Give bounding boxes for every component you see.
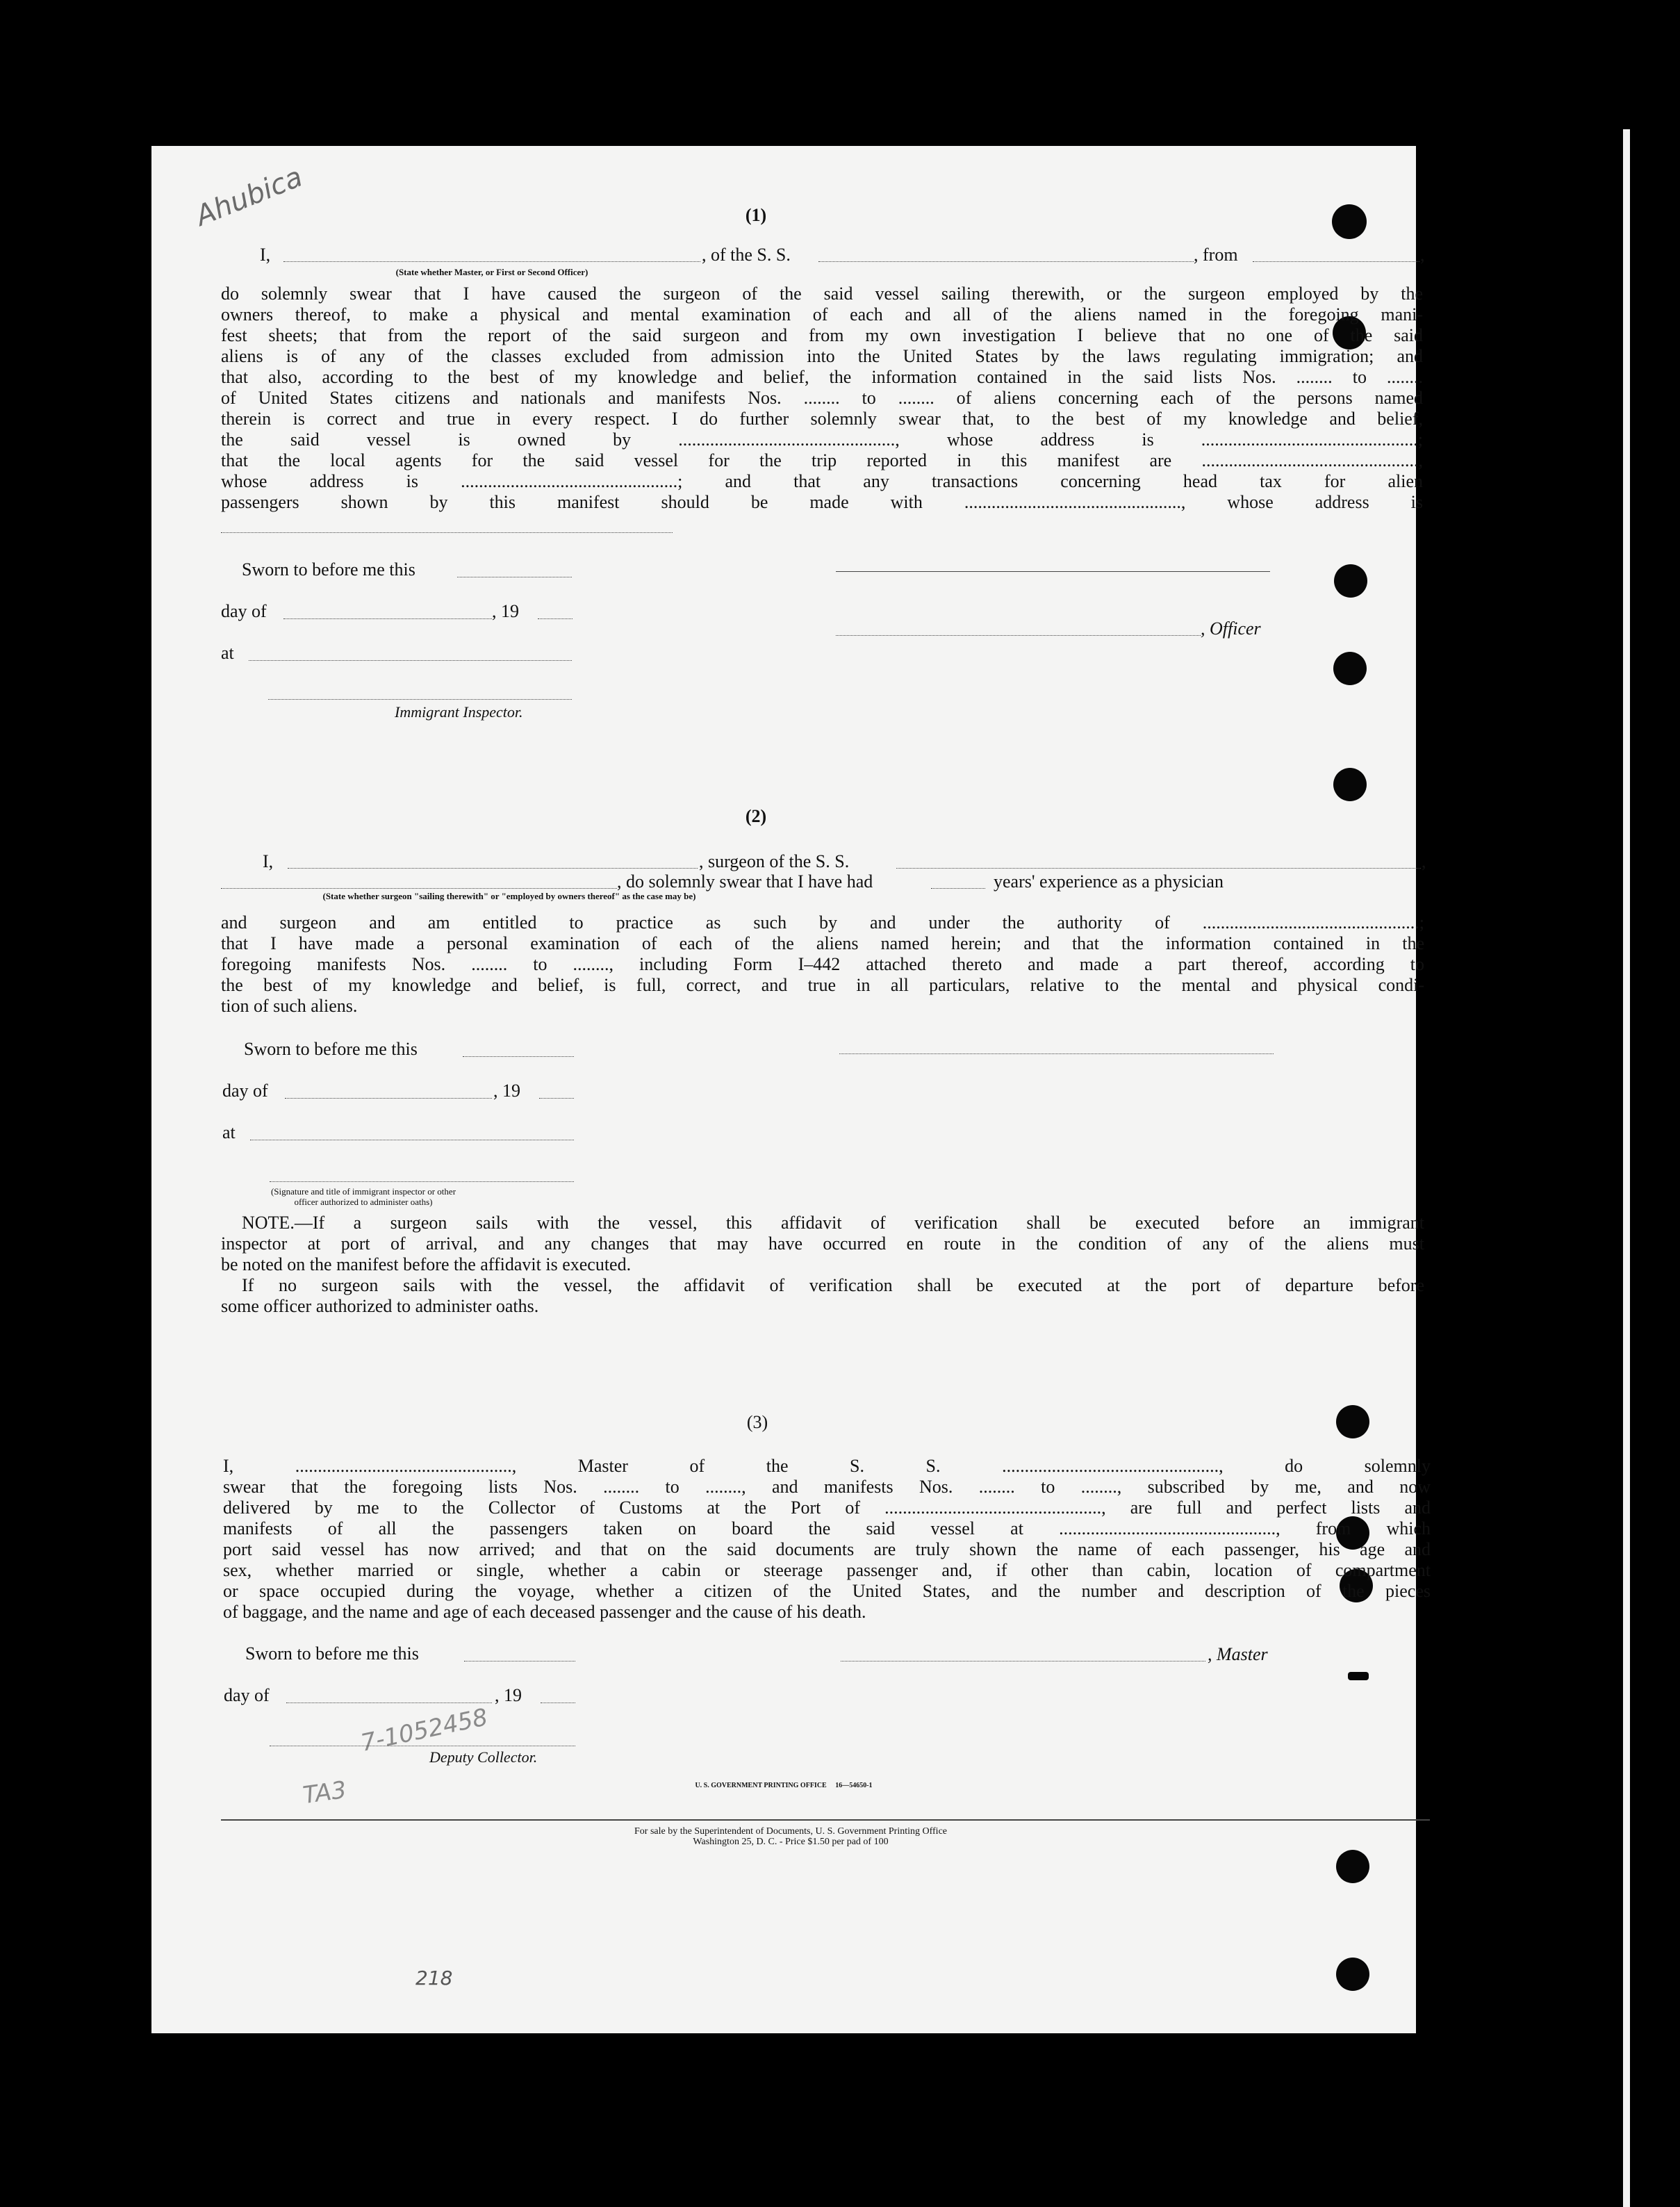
- paragraph-line: NOTE.—If a surgeon sails with the vessel, this affidavit of verification shall be executed before an immigrant: [242, 1213, 1424, 1233]
- affidavit-paragraph: [221, 912, 1424, 1017]
- text: years' experience as a physician: [994, 871, 1224, 892]
- paragraph-line: manifests of all the passengers taken on board the said vessel at ................................................, from which: [223, 1518, 1431, 1539]
- field-year-line: [538, 618, 573, 619]
- field-year-line: [539, 1098, 574, 1099]
- paragraph-line: of baggage, and the name and age of each deceased passenger and the cause of his death.: [223, 1602, 866, 1622]
- punch-hole: [1333, 768, 1367, 801]
- paragraph-line: do solemnly swear that I have caused the surgeon of the said vessel sailing therewith, or the surgeon employed by the: [221, 284, 1423, 304]
- sworn-label: Sworn to before me this: [242, 559, 415, 580]
- paragraph-line: be noted on the manifest before the affidavit is executed.: [221, 1254, 632, 1274]
- field-vessel-line: [896, 868, 1421, 869]
- day-label: day of: [221, 601, 267, 621]
- signature-note: (Signature and title of immigrant inspector or other officer authorized to administer oaths): [270, 1186, 456, 1207]
- affidavit-paragraph: [221, 284, 1423, 513]
- text: , do solemnly swear that I have had: [617, 871, 873, 892]
- field-address-line: [221, 532, 673, 533]
- paragraph-line: fest sheets; that from the report of the said surgeon and from my own investigation I believe that no one of the said: [221, 325, 1423, 345]
- field-surgeon-line: [221, 888, 617, 889]
- officer-signature-line: [836, 635, 1201, 636]
- inspector-label: Immigrant Inspector.: [395, 703, 523, 721]
- note-paragraph: [221, 1213, 1424, 1317]
- text: ,: [1420, 245, 1425, 265]
- at-label: at: [221, 643, 234, 663]
- sale-note: For sale by the Superintendent of Documents, U. S. Government Printing Office: [634, 1826, 947, 1837]
- field-name-line: [288, 868, 698, 869]
- paragraph-line: inspector at port of arrival, and any changes that may have occurred en route in the condition of any of the aliens must: [221, 1233, 1424, 1254]
- paragraph-line: or space occupied during the voyage, whether a citizen of the United States, and the number and description of the pieces: [223, 1581, 1431, 1601]
- paragraph-line: that the local agents for the said vessel for the trip reported in this manifest are ................................................,: [221, 450, 1423, 470]
- paragraph-line: therein is correct and true in every respect. I do further solemnly swear that, to the best of my knowledge and belief,: [221, 409, 1423, 429]
- punch-hole: [1333, 652, 1367, 685]
- field-name-line: [283, 261, 700, 262]
- signature-line: [836, 571, 1270, 572]
- paragraph-line: the best of my knowledge and belief, is full, correct, and true in all particulars, relative to the mental and physical condi-: [221, 975, 1424, 995]
- field-note: (State whether Master, or First or Second Officer): [395, 267, 588, 277]
- punch-hole: [1348, 1672, 1369, 1680]
- text: I,: [260, 245, 271, 265]
- year-label: , 19: [493, 1081, 520, 1101]
- paragraph-line: whose address is ................................................; and that any transactions concerning head tax for alien: [221, 471, 1423, 491]
- text: , from: [1194, 245, 1238, 265]
- field-years-line: [931, 888, 985, 889]
- paragraph-line: that also, according to the best of my knowledge and belief, the information contained in the said lists Nos. ........ to ........: [221, 367, 1423, 387]
- text: ,: [1422, 851, 1426, 871]
- punch-hole: [1332, 204, 1367, 239]
- collector-label: Deputy Collector.: [429, 1748, 538, 1766]
- paragraph-line: the said vessel is owned by ................................................, whose address is ................................................;: [221, 429, 1423, 450]
- punch-hole: [1334, 564, 1367, 598]
- paragraph-line: of United States citizens and nationals and manifests Nos. ........ to ........ of aliens concerning each of the persons named: [221, 388, 1423, 408]
- field-from-line: [1253, 261, 1419, 262]
- field-note: (State whether surgeon "sailing therewith" or "employed by owners thereof" as the case may be): [322, 891, 696, 901]
- paragraph-line: port said vessel has now arrived; and that on the said documents are truly shown the name of each passenger, his age and: [223, 1539, 1431, 1559]
- footer-rule: [221, 1819, 1430, 1821]
- text: , surgeon of the S. S.: [699, 851, 850, 871]
- paragraph-line: If no surgeon sails with the vessel, the affidavit of verification shall be executed at the port of departure before: [242, 1275, 1424, 1295]
- sale-note: Washington 25, D. C. - Price $1.50 per pad of 100: [693, 1837, 889, 1847]
- inspector-signature-line: [268, 699, 572, 700]
- handwritten-note: 218: [415, 1967, 453, 1989]
- day-label: day of: [222, 1081, 268, 1101]
- section-number: (2): [745, 806, 767, 826]
- field-day-line: [283, 618, 492, 619]
- paragraph-line: some officer authorized to administer oaths.: [221, 1296, 539, 1316]
- sworn-label: Sworn to before me this: [244, 1039, 418, 1059]
- field-at-line: [249, 660, 572, 661]
- handwritten-note: 7-1052458: [358, 1703, 491, 1757]
- handwritten-note: TA3: [301, 1775, 349, 1810]
- affidavit-paragraph: [223, 1456, 1431, 1623]
- text: , of the S. S.: [702, 245, 791, 265]
- section-number: (1): [745, 205, 767, 225]
- paragraph-line: tion of such aliens.: [221, 996, 358, 1016]
- paragraph-line: owners thereof, to make a physical and mental examination of each and all of the aliens named in the foregoing mani-: [221, 304, 1423, 325]
- paragraph-line: sex, whether married or single, whether a cabin or steerage passenger and, if other than cabin, location of compartment: [223, 1560, 1431, 1580]
- manifest-page: [151, 146, 1431, 2033]
- paragraph-line: aliens is of any of the classes excluded from admission into the United States by the laws regulating immigration; and: [221, 346, 1423, 366]
- year-label: , 19: [492, 601, 519, 621]
- master-label: , Master: [1208, 1644, 1268, 1664]
- printing-office-line: U. S. GOVERNMENT PRINTING OFFICE 16—54650-1: [695, 1782, 873, 1789]
- field-vessel-line: [818, 261, 1194, 262]
- sworn-label: Sworn to before me this: [245, 1643, 419, 1664]
- paragraph-line: swear that the foregoing lists Nos. ........ to ........, and manifests Nos. ........ to ........, subscribed by me, and now: [223, 1477, 1431, 1497]
- paragraph-line: and surgeon and am entitled to practice as such by and under the authority of ................................................;: [221, 912, 1424, 933]
- punch-hole: [1336, 1850, 1369, 1883]
- field-sworn-line: [464, 1661, 575, 1662]
- paragraph-line: delivered by me to the Collector of Customs at the Port of ................................................, are full and perfect lists and: [223, 1498, 1431, 1518]
- punch-hole: [1336, 1958, 1369, 1991]
- paragraph-line: that I have made a personal examination of each of the aliens named herein; and that the information contained in the: [221, 933, 1424, 953]
- master-signature-line: [841, 1661, 1205, 1662]
- signature-line: [839, 1053, 1274, 1054]
- day-label: day of: [224, 1685, 270, 1705]
- section-number: (3): [746, 1412, 768, 1432]
- field-day-line: [285, 1098, 492, 1099]
- officer-label: , Officer: [1201, 618, 1261, 639]
- film-edge: [1623, 129, 1630, 2207]
- inspector-signature-line: [270, 1181, 574, 1182]
- text: I,: [263, 851, 274, 871]
- year-label: , 19: [495, 1685, 522, 1705]
- paragraph-line: passengers shown by this manifest should be made with ................................................, whose address is: [221, 492, 1423, 512]
- handwritten-note: Ahubica: [191, 161, 307, 233]
- paragraph-line: foregoing manifests Nos. ........ to ........, including Form I–442 attached thereto and made a part thereof, according to: [221, 954, 1424, 974]
- punch-hole: [1336, 1405, 1369, 1438]
- field-sworn-line: [463, 1056, 574, 1057]
- at-label: at: [222, 1122, 236, 1142]
- paragraph-line: I, ................................................, Master of the S. S. ................................................, do solemnly: [223, 1456, 1431, 1476]
